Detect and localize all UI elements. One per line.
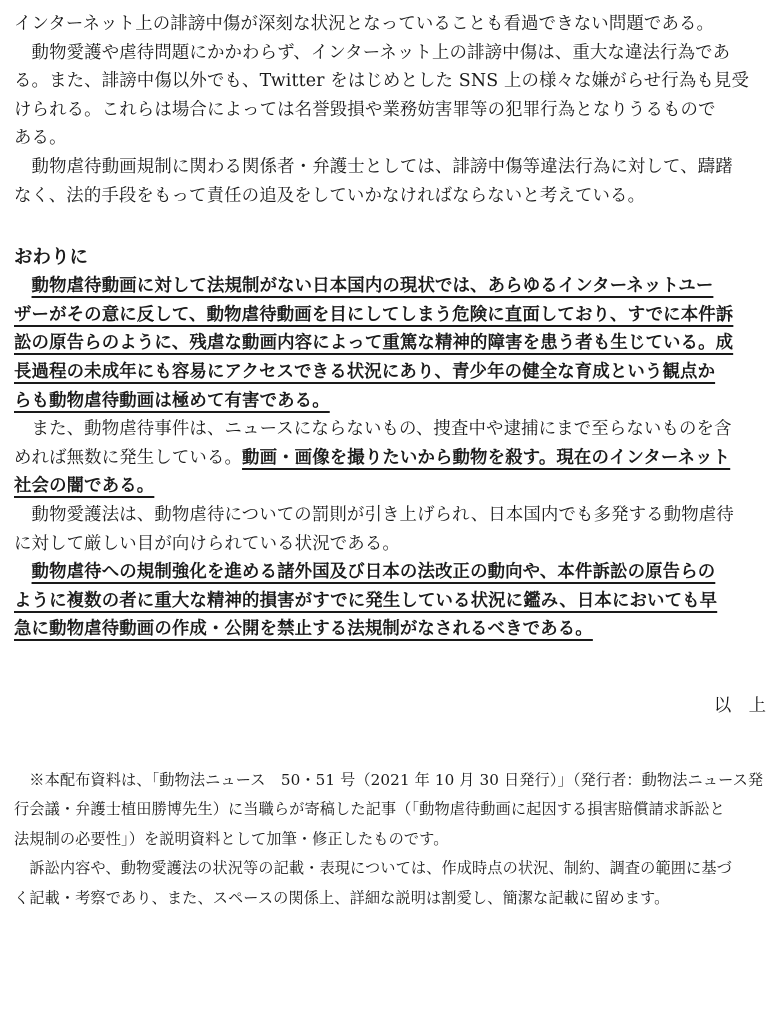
conclusion-paragraph-4 <box>14 558 768 644</box>
conclusion-paragraph-2 <box>14 415 768 501</box>
note-line: 訴訟内容や、動物愛護法の状況等の記載・表現については、作成時点の状況、制約、調査の範囲に基づ <box>14 859 732 878</box>
underlined-text: ように複数の者に重大な精神的損害がすでに発生している状況に鑑み、日本においても早 <box>14 590 718 611</box>
text-line: けられる。これらは場合によっては名誉毀損や業務妨害罪等の犯罪行為となりうるもので <box>14 99 716 120</box>
text-line <box>14 272 768 301</box>
section-heading: おわりに <box>14 247 89 269</box>
underlined-text: 社会の闇である。 <box>14 476 155 497</box>
document-page <box>14 10 768 913</box>
closing-mark: 以 上 <box>713 695 766 716</box>
note-line: 行会議・弁護士植田勝博先生）に当職らが寄稿した記事（「動物虐待動画に起因する損害賠償請求訴訟と <box>14 800 725 819</box>
text-line: ある。 <box>14 128 67 149</box>
conclusion-paragraph-3 <box>14 501 768 558</box>
text-line <box>14 301 768 330</box>
text-line: 動物虐待動画規制に関わる関係者・弁護士としては、誹謗中傷等違法行為に対して、躊躇 <box>14 156 733 177</box>
plain-text: めれば無数に発生している。 <box>14 447 243 468</box>
text-line <box>14 472 768 501</box>
underlined-text: 訟の原告らのように、残虐な動画内容によって重篤な精神的障害を患う者も生じている。成 <box>14 333 734 354</box>
text-line <box>14 587 768 616</box>
text-line: る。また、誹謗中傷以外でも、Twitter をはじめとした SNS 上の様々な嫌がらせ行為も見受 <box>14 71 749 92</box>
intro-paragraph-2 <box>14 39 768 153</box>
underlined-text: らも動物虐待動画は極めて有害である。 <box>14 390 330 411</box>
conclusion-paragraph-1 <box>14 272 768 415</box>
note-line: 法規制の必要性」）を説明資料として加筆・修正したものです。 <box>14 829 449 848</box>
text-line <box>14 558 768 587</box>
underlined-text: 動物虐待への規制強化を進める諸外国及び日本の法改正の動向や、本件訴訟の原告らの <box>31 562 716 583</box>
text-line <box>14 615 768 644</box>
intro-paragraph-3 <box>14 153 768 210</box>
text-line <box>14 387 768 416</box>
underlined-text: 動画・画像を撮りたいから動物を殺す。現在のインターネット <box>242 447 731 468</box>
text-line: に対して厳しい目が向けられている状況である。 <box>14 533 400 554</box>
text-line <box>14 329 768 358</box>
text-line: 動物愛護法は、動物虐待についての罰則が引き上げられ、日本国内でも多発する動物虐待 <box>14 504 734 525</box>
footnote-block <box>14 766 768 914</box>
underlined-text: 動物虐待動画に対して法規制がない日本国内の現状では、あらゆるインターネットユー <box>31 276 714 297</box>
underlined-text: 長過程の未成年にも容易にアクセスできる状況にあり、青少年の健全な育成という観点か <box>14 361 716 382</box>
note-line: ※本配布資料は、「動物法ニュース 50・51 号（2021 年 10 月 30 日発行）」（発行者：動物法ニュース発 <box>14 770 764 789</box>
text-line <box>14 358 768 387</box>
underlined-text: 急に動物虐待動画の作成・公開を禁止する法規制がなされるべきである。 <box>14 619 593 640</box>
text-line: 動物愛護や虐待問題にかかわらず、インターネット上の誹謗中傷は、重大な違法行為であ <box>14 42 731 63</box>
intro-line: インターネット上の誹謗中傷が深刻な状況となっていることも看過できない問題である。 <box>14 14 715 34</box>
underlined-text: ザーがその意に反して、動物虐待動画を目にしてしまう危険に直面しており、すでに本件訴 <box>14 304 734 325</box>
text-line <box>14 444 768 473</box>
note-line: く記載・考察であり、また、スペースの関係上、詳細な説明は割愛し、簡潔な記載に留めます。 <box>14 888 670 907</box>
text-line: また、動物虐待事件は、ニュースにならないもの、捜査中や逮捕にまで至らないものを含 <box>14 419 732 440</box>
text-line: なく、法的手段をもって責任の追及をしていかなければならないと考えている。 <box>14 185 646 206</box>
